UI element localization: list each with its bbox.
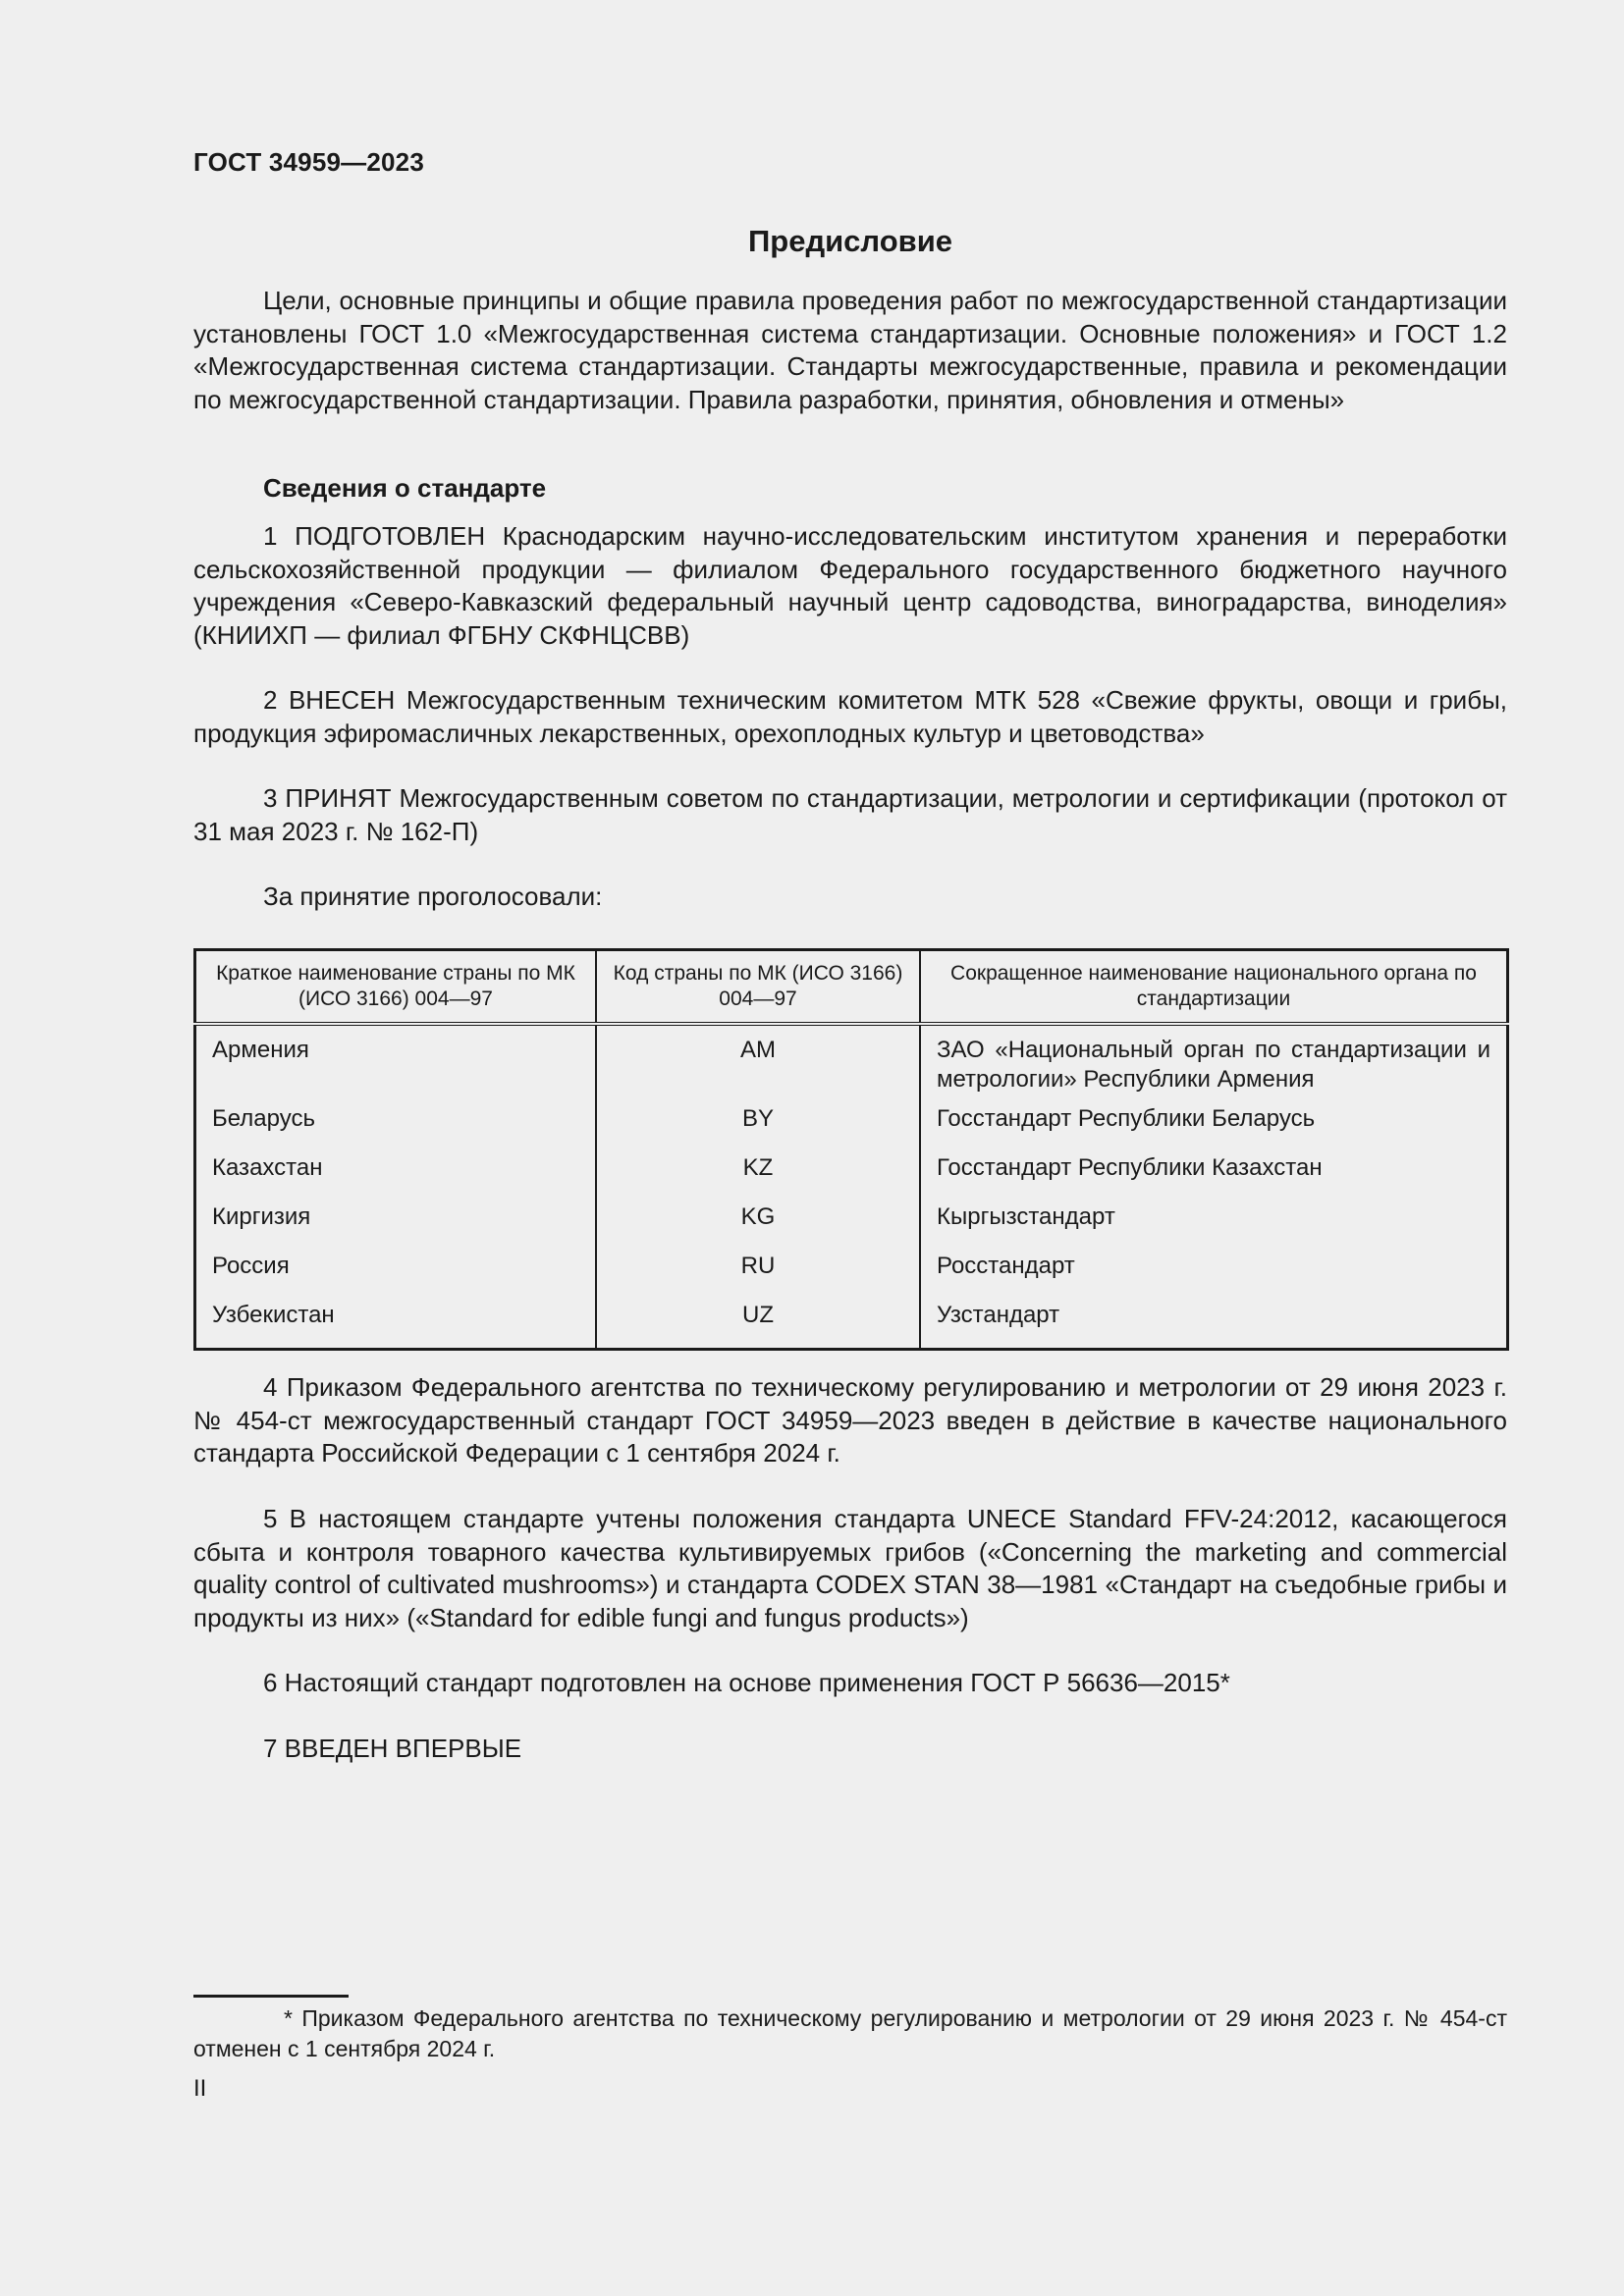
item-5-considered: 5 В настоящем стандарте учтены положения стандарта UNECE Standard FFV-24:2012, касающегося сбыта и контроля товарного качества культивируемых грибов («Concerning the marketing and commercial quality control of cultivated mushrooms») и стандарта CODEX STAN 38—1981 «Стандарт на съедобные грибы и продукты из них» («Standard for edible fungi and fungus products»): [193, 1504, 1507, 1632]
item-1-prepared: 1 ПОДГОТОВЛЕН Краснодарским научно-исследовательским институтом хранения и переработки сельскохозяйственной продукции — филиалом Федерального государственного бюджетного научного учреждения «Северо-Кавказский федеральный научный центр садоводства, виноградарства, виноделия» (КНИИХП — филиал ФГБНУ СКФНЦСВВ): [193, 521, 1507, 650]
country-cell: Россия: [195, 1247, 597, 1296]
voting-countries-table: [193, 948, 1509, 1351]
table-header-row: [195, 950, 1508, 1025]
country-cell: Киргизия: [195, 1198, 597, 1247]
code-cell: RU: [596, 1247, 920, 1296]
code-cell: KG: [596, 1198, 920, 1247]
table-row: [195, 1099, 1508, 1148]
item-7-first-introduced: 7 ВВЕДЕН ВПЕРВЫЕ: [263, 1734, 522, 1763]
voted-label: За принятие проголосовали:: [263, 881, 603, 911]
code-cell: UZ: [596, 1296, 920, 1350]
organ-cell: Госстандарт Республики Казахстан: [937, 1154, 1323, 1181]
organ-cell: Росстандарт: [937, 1253, 1075, 1279]
table-row: [195, 1296, 1508, 1350]
table-row: [195, 1148, 1508, 1198]
organ-cell: Кыргызстандарт: [937, 1203, 1115, 1230]
table-row: [195, 1247, 1508, 1296]
intro-paragraph: Цели, основные принципы и общие правила проведения работ по межгосударственной стандартизации установлены ГОСТ 1.0 «Межгосударственная система стандартизации. Основные положения» и ГОСТ 1.2 «Межгосударственная система стандартизации. Стандарты межгосударственные, правила и рекомендации по межгосударственной стандартизации. Правила разработки, принятия, обновления и отмены»: [193, 286, 1507, 414]
item-3-adopted: 3 ПРИНЯТ Межгосударственным советом по стандартизации, метрологии и сертификации (протокол от 31 мая 2023 г. № 162-П): [193, 783, 1507, 846]
column-header-organ: Сокращенное наименование национального органа по стандартизации: [920, 950, 1508, 1025]
item-4-enacted: 4 Приказом Федерального агентства по техническому регулированию и метрологии от 29 июня 2023 г. № 454-ст межгосударственный стандарт ГОСТ 34959—2023 введен в действие в качестве национального стандарта Российской Федерации с 1 сентября 2024 г.: [193, 1372, 1507, 1468]
table-row: [195, 1198, 1508, 1247]
code-cell: BY: [596, 1099, 920, 1148]
column-header-code: Код страны по МК (ИСО 3166) 004—97: [596, 950, 920, 1025]
document-code: ГОСТ 34959—2023: [193, 147, 424, 177]
country-cell: Армения: [195, 1024, 597, 1099]
footnote-separator: [193, 1995, 349, 1998]
country-cell: Казахстан: [195, 1148, 597, 1198]
standard-info-heading: Сведения о стандарте: [263, 473, 547, 503]
country-cell: Узбекистан: [195, 1296, 597, 1350]
code-cell: KZ: [596, 1148, 920, 1198]
table-row: [195, 1024, 1508, 1099]
organ-cell: ЗАО «Национальный орган по стандартизации и метрологии» Республики Армения: [937, 1037, 1490, 1093]
page-number: II: [193, 2075, 207, 2102]
item-2-submitted: 2 ВНЕСЕН Межгосударственным техническим комитетом МТК 528 «Свежие фрукты, овощи и грибы, продукция эфиромасличных лекарственных, орехоплодных культур и цветоводства»: [193, 685, 1507, 748]
code-cell: AM: [596, 1024, 920, 1099]
item-6-based-on: 6 Настоящий стандарт подготовлен на основе применения ГОСТ Р 56636—2015*: [263, 1668, 1230, 1697]
footnote: * Приказом Федерального агентства по техническому регулированию и метрологии от 29 июня 2023 г. № 454-ст отменен с 1 сентября 2024 г.: [193, 2005, 1507, 2061]
page-title: Предисловие: [747, 224, 952, 258]
organ-cell: Госстандарт Республики Беларусь: [937, 1105, 1316, 1132]
organ-cell: Узстандарт: [937, 1302, 1060, 1328]
country-cell: Беларусь: [195, 1099, 597, 1148]
column-header-country: Краткое наименование страны по МК (ИСО 3166) 004—97: [195, 950, 597, 1025]
